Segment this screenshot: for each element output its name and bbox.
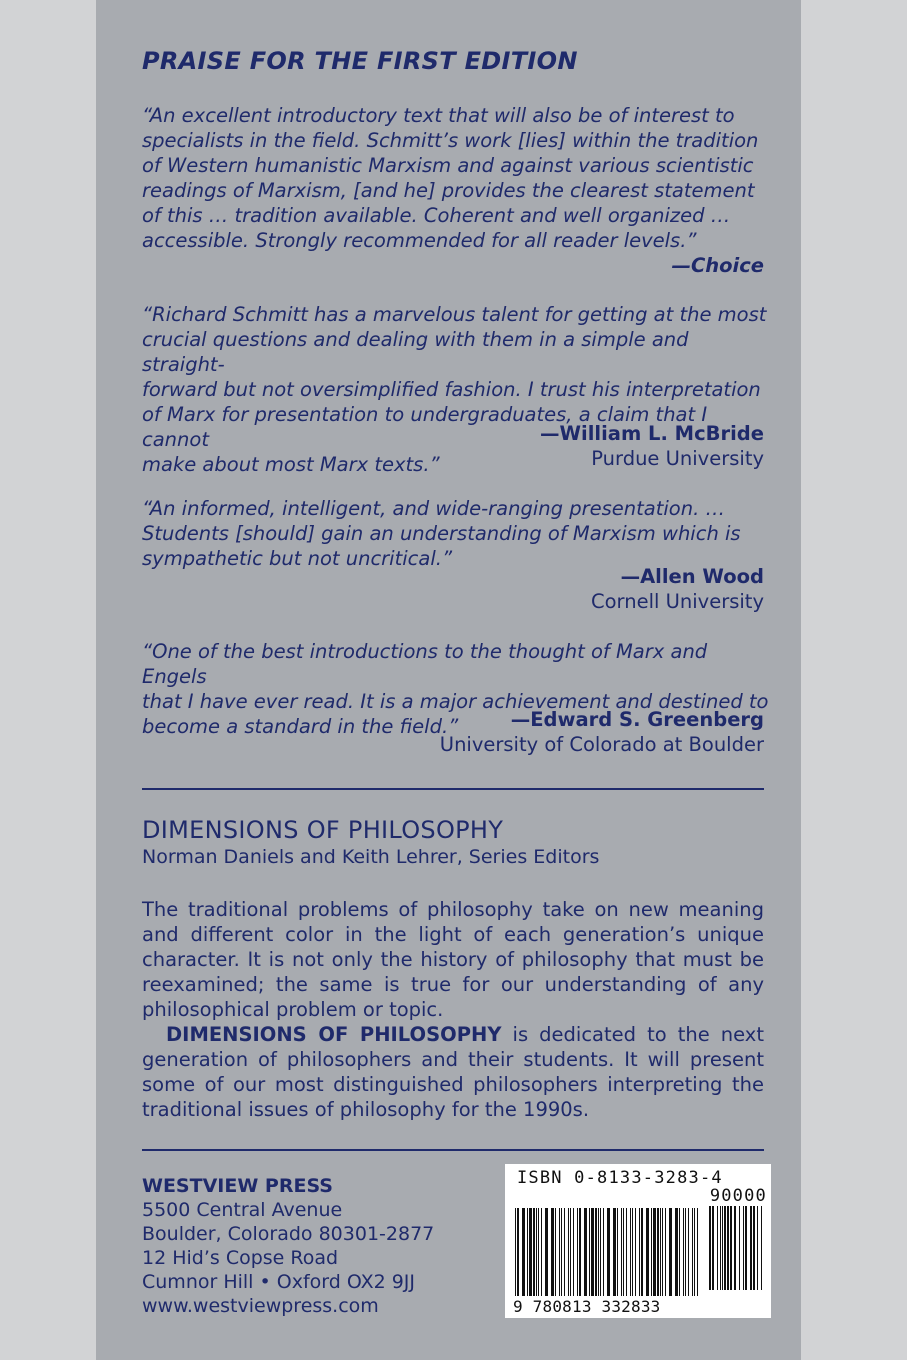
quote-line: “One of the best introductions to the thought of Marx and Engels	[142, 640, 708, 688]
barcode-box	[505, 1164, 771, 1318]
description-paragraph-1: The traditional problems of philosophy take on new meaning and different color in the light of each generation’s unique character. It is not only the history of philosophy that must be reexamined; the same is true for our understanding of any philosophical problem or topic.	[142, 898, 764, 1021]
praise-quote-3	[142, 496, 772, 571]
quote-2-attribution	[540, 421, 764, 471]
quote-line: readings of Marxism, [and he] provides the clearest statement	[142, 179, 755, 202]
attribution-affiliation: Cornell University	[591, 590, 764, 613]
publisher-address-line: Boulder, Colorado 80301-2877	[142, 1223, 435, 1245]
quote-line: Students [should] gain an understanding of Marxism which is	[142, 522, 741, 545]
quote-line: that I have ever read. It is a major achievement and destined to	[142, 690, 769, 713]
publisher-address-line: 12 Hid’s Copse Road	[142, 1247, 339, 1269]
attribution-name: —William L. McBride	[540, 422, 764, 445]
attribution-name: —Allen Wood	[620, 565, 764, 588]
series-editors: Norman Daniels and Keith Lehrer, Series Editors	[142, 846, 600, 868]
publisher-address-line: Cumnor Hill • Oxford OX2 9JJ	[142, 1271, 416, 1293]
barcode-icon	[505, 1164, 771, 1318]
publisher-address-line: 5500 Central Avenue	[142, 1199, 343, 1221]
series-description	[142, 897, 764, 1122]
series-title: DIMENSIONS OF PHILOSOPHY	[142, 816, 504, 844]
praise-quote-1	[142, 103, 772, 253]
series-name-bold: DIMENSIONS OF PHILOSOPHY	[166, 1023, 502, 1046]
quote-line: accessible. Strongly recommended for all reader levels.”	[142, 229, 697, 252]
quote-line: crucial questions and dealing with them in a simple and straight-	[142, 328, 689, 376]
attribution-name: —Choice	[671, 254, 764, 277]
section-divider-2	[142, 1149, 764, 1151]
quote-line: sympathetic but not uncritical.”	[142, 547, 453, 570]
quote-line: become a standard in the field.”	[142, 715, 459, 738]
attribution-affiliation: University of Colorado at Boulder	[439, 733, 764, 756]
quote-line: “An informed, intelligent, and wide-ranging presentation. …	[142, 497, 725, 520]
attribution-affiliation: Purdue University	[591, 447, 764, 470]
quote-line: forward but not oversimplified fashion. I trust his interpretation	[142, 378, 761, 401]
quote-4-attribution	[440, 707, 764, 757]
publisher-name: WESTVIEW PRESS	[142, 1175, 333, 1197]
quote-line: specialists in the field. Schmitt’s work [lies] within the tradition	[142, 129, 759, 152]
attribution-name: —Edward S. Greenberg	[510, 708, 764, 731]
publisher-website: www.westviewpress.com	[142, 1295, 379, 1317]
price-code: 90000	[709, 1186, 767, 1206]
quote-line: “An excellent introductory text that will also be of interest to	[142, 104, 735, 127]
ean-number: 9 780813 332833	[513, 1297, 661, 1316]
paragraph-2-text: is dedicated to the next generation of philosophers and their students. It will present some of our most distinguished philosophers interpreting the traditional issues of philosophy for the 1990s.	[142, 1023, 764, 1121]
quote-line: of this … tradition available. Coherent and well organized …	[142, 204, 731, 227]
quote-line: “Richard Schmitt has a marvelous talent for getting at the most	[142, 303, 767, 326]
quote-3-attribution	[591, 564, 764, 614]
publisher-block	[142, 1174, 434, 1318]
quote-line: of Western humanistic Marxism and against various scientistic	[142, 154, 754, 177]
quote-line: of Marx for presentation to undergraduates, a claim that I cannot	[142, 403, 708, 451]
praise-heading: PRAISE FOR THE FIRST EDITION	[142, 47, 578, 75]
quote-line: make about most Marx texts.”	[142, 453, 440, 476]
quote-1-attribution	[671, 253, 764, 278]
isbn-label: ISBN 0-8133-3283-4	[517, 1168, 723, 1188]
description-paragraph-2	[142, 1022, 764, 1122]
section-divider	[142, 788, 764, 790]
